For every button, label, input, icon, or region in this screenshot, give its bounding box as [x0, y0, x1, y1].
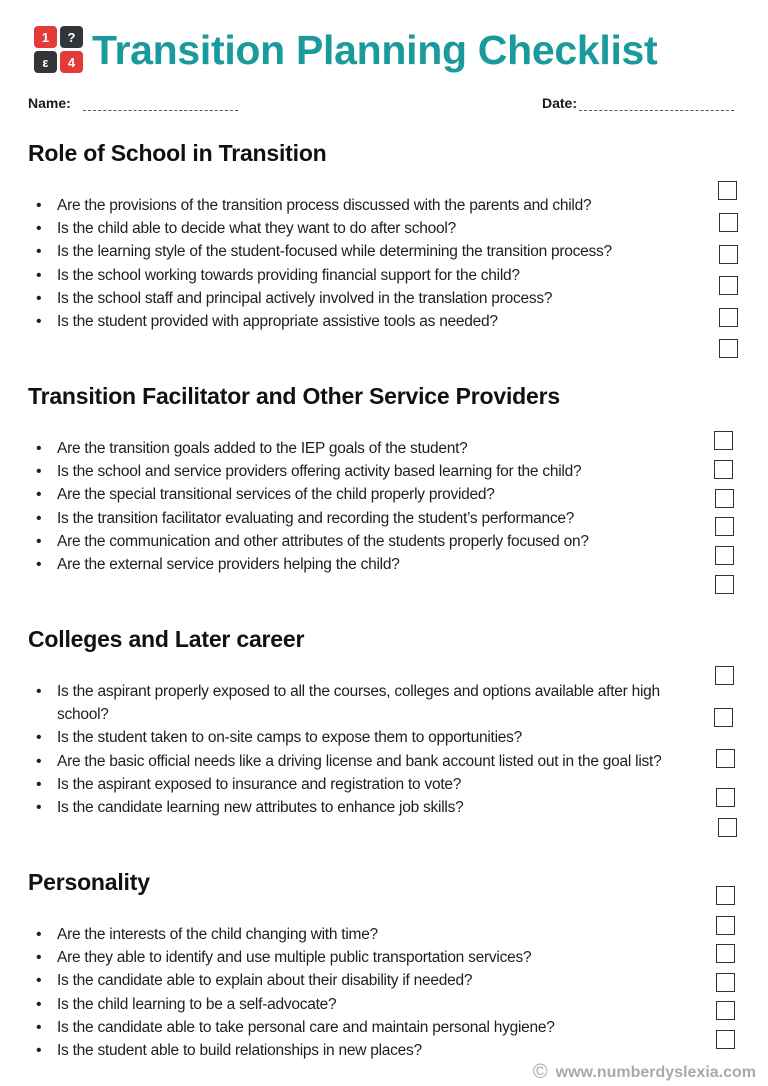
list-item: • Are the communication and other attributes of the students properly focused on? [28, 530, 669, 553]
checkbox[interactable] [715, 517, 734, 536]
list-item: • Is the child learning to be a self-advocate? [28, 993, 693, 1016]
list-item: • Are the provisions of the transition process discussed with the parents and child? [28, 194, 693, 217]
list-item: • Is the aspirant exposed to insurance and registration to vote? [28, 773, 693, 796]
copyright-icon: © [532, 1061, 548, 1083]
list-item: • Are the interests of the child changing with time? [28, 923, 693, 946]
list-item: • Is the transition facilitator evaluating and recording the student’s performance? [28, 507, 693, 530]
list-item: • Is the child able to decide what they want to do after school? [28, 217, 693, 240]
website-link[interactable]: www.numberdyslexia.com [555, 1063, 756, 1081]
checklist-personality [28, 923, 693, 1062]
section-title-transition-facilitator: Transition Facilitator and Other Service Providers [28, 383, 560, 409]
checkbox[interactable] [719, 213, 738, 232]
date-input-line[interactable] [579, 98, 734, 111]
logo-tile: ? [60, 26, 83, 48]
checkbox[interactable] [716, 916, 735, 935]
list-item: • Is the candidate able to explain about their disability if needed? [28, 969, 693, 992]
checkbox[interactable] [716, 944, 735, 963]
checklist-transition-facilitator [28, 437, 693, 576]
checkbox[interactable] [715, 575, 734, 594]
list-item: • Is the school staff and principal actively involved in the translation process? [28, 287, 693, 310]
section-title-personality: Personality [28, 869, 150, 895]
checklist-colleges-career [28, 680, 693, 819]
checkbox[interactable] [714, 431, 733, 450]
list-item: • Is the candidate able to take personal care and maintain personal hygiene? [28, 1016, 693, 1039]
logo [34, 26, 84, 74]
list-item: • Is the aspirant properly exposed to all the courses, colleges and options available after high school? [28, 680, 693, 726]
list-item: • Is the student able to build relationships in new places? [28, 1039, 693, 1062]
list-item: • Are the transition goals added to the IEP goals of the student? [28, 437, 693, 460]
checkbox[interactable] [716, 973, 735, 992]
name-label: Name: [28, 95, 71, 111]
checkbox[interactable] [716, 749, 735, 768]
checkbox[interactable] [719, 308, 738, 327]
checkbox[interactable] [715, 546, 734, 565]
list-item: • Are the basic official needs like a driving license and bank account listed out in the goal list? [28, 750, 679, 773]
list-item: • Is the student provided with appropriate assistive tools as needed? [28, 310, 693, 333]
checkbox[interactable] [714, 460, 733, 479]
checkbox[interactable] [714, 708, 733, 727]
checklist-role-of-school [28, 194, 693, 333]
page-header [34, 26, 657, 74]
checkbox[interactable] [715, 489, 734, 508]
footer-watermark [533, 1061, 756, 1084]
checkbox[interactable] [718, 818, 737, 837]
checkbox[interactable] [718, 181, 737, 200]
list-item: • Is the candidate learning new attributes to enhance job skills? [28, 796, 693, 819]
checkbox[interactable] [716, 1030, 735, 1049]
page-title: Transition Planning Checklist [92, 27, 658, 73]
section-title-colleges-career: Colleges and Later career [28, 626, 305, 652]
list-item: • Is the school working towards providing financial support for the child? [28, 264, 693, 287]
list-item: • Are the special transitional services of the child properly provided? [28, 483, 693, 506]
checkbox[interactable] [716, 1001, 735, 1020]
name-date-row [28, 95, 740, 115]
logo-tile: 1 [34, 26, 57, 48]
list-item: • Are they able to identify and use multiple public transportation services? [28, 946, 693, 969]
name-field [28, 95, 238, 111]
list-item: • Is the student taken to on-site camps to expose them to opportunities? [28, 726, 693, 749]
logo-tile: ε [34, 51, 57, 73]
checkbox[interactable] [719, 245, 738, 264]
checkbox[interactable] [716, 886, 735, 905]
name-input-line[interactable] [83, 98, 238, 111]
checkbox[interactable] [719, 276, 738, 295]
checkbox[interactable] [715, 666, 734, 685]
date-label: Date: [542, 95, 578, 111]
logo-tile: 4 [60, 51, 83, 73]
checkbox[interactable] [716, 788, 735, 807]
list-item: • Are the external service providers helping the child? [28, 553, 693, 576]
date-field [542, 95, 734, 111]
section-title-role-of-school: Role of School in Transition [28, 140, 327, 166]
checkbox[interactable] [719, 339, 738, 358]
list-item: • Is the learning style of the student-focused while determining the transition process? [28, 240, 693, 263]
list-item: • Is the school and service providers offering activity based learning for the child? [28, 460, 693, 483]
